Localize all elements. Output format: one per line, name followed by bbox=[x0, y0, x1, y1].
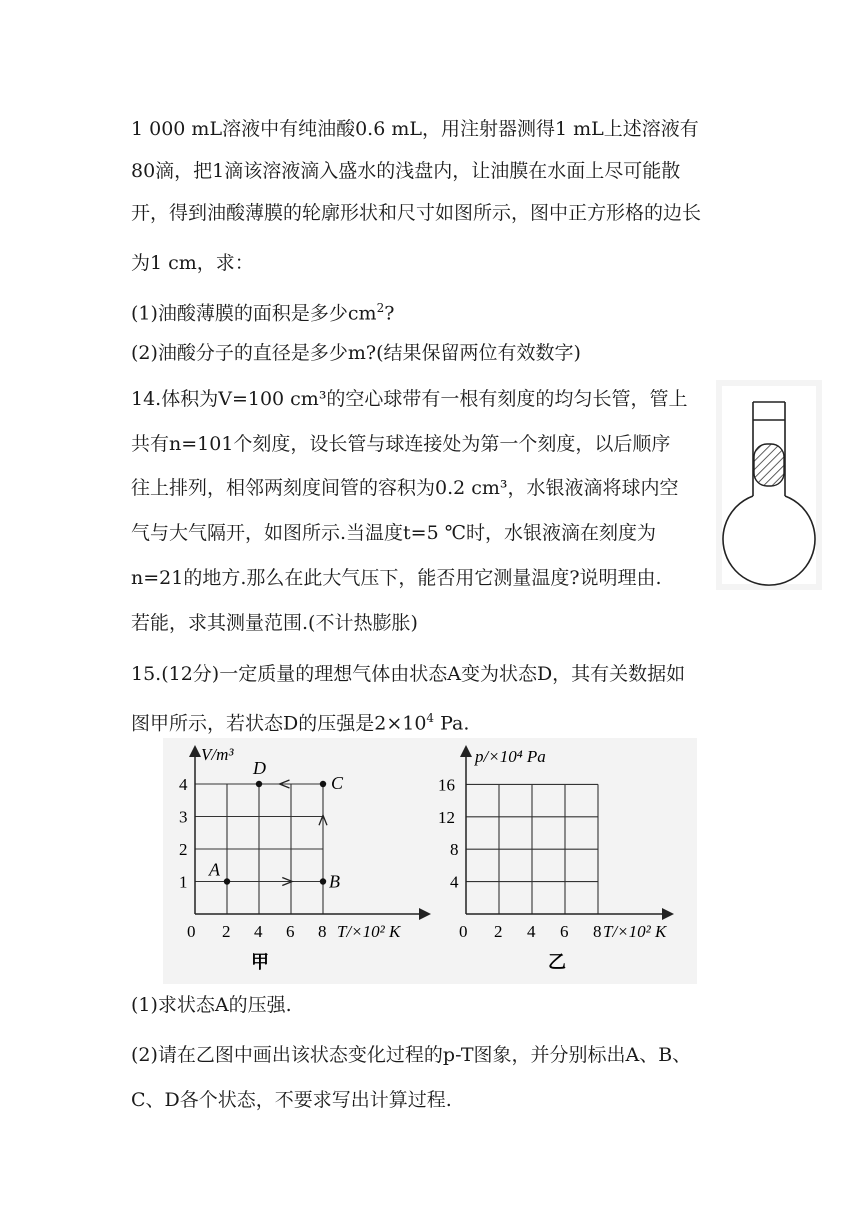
jia-point-C bbox=[320, 781, 326, 787]
jia-x-label: T/×10² K bbox=[337, 922, 401, 941]
yi-y-tick-label: 12 bbox=[438, 807, 455, 827]
yi-x-tick-label: 4 bbox=[527, 922, 536, 941]
yi-x-tick-label: 8 bbox=[593, 922, 602, 941]
jia-point-D bbox=[256, 781, 262, 787]
jia-y-tick-label: 1 bbox=[179, 872, 188, 892]
jia-point-label-A: A bbox=[209, 859, 220, 880]
line2-post: Pa. bbox=[434, 712, 470, 735]
problem15-question-1: (1)求状态A的压强. bbox=[131, 994, 292, 1016]
jia-x-tick-label: 2 bbox=[222, 922, 231, 941]
problem14-line-2: 共有n=101个刻度，设长管与球连接处为第一个刻度，以后顺序 bbox=[131, 433, 671, 455]
jia-y-tick-label: 3 bbox=[179, 807, 188, 827]
jia-point-A bbox=[224, 878, 230, 884]
line2-superscript: 4 bbox=[426, 711, 435, 725]
yi-caption: 乙 bbox=[548, 952, 566, 972]
jia-caption: 甲 bbox=[251, 952, 269, 972]
q1-text: (1)油酸薄膜的面积是多少cm bbox=[131, 302, 377, 325]
problem14-line-1: 14.体积为V=100 cm³的空心球带有一根有刻度的均匀长管，管上 bbox=[131, 388, 688, 410]
problem15-question-2-line-1: (2)请在乙图中画出该状态变化过程的p-T图象，并分别标出A、B、 bbox=[131, 1044, 692, 1066]
jia-x-tick-label: 4 bbox=[254, 922, 263, 941]
yi-y-label: p/×10⁴ Pa bbox=[475, 747, 546, 766]
problem14-line-4: 气与大气隔开，如图所示.当温度t=5 ℃时，水银液滴在刻度为 bbox=[131, 522, 656, 544]
yi-y-tick-label: 16 bbox=[438, 775, 455, 795]
bulb bbox=[723, 496, 815, 585]
jia-y-tick-label: 4 bbox=[179, 775, 188, 794]
jia-origin-label: 0 bbox=[187, 922, 196, 941]
jia-point-label-C: C bbox=[331, 773, 344, 793]
problem14-line-6: 若能，求其测量范围.(不计热膨胀) bbox=[131, 612, 418, 634]
jia-y-tick-label: 2 bbox=[179, 840, 188, 859]
chart-yi bbox=[423, 738, 697, 984]
problem13-line-3: 开，得到油酸薄膜的轮廓形状和尺寸如图所示，图中正方形格的边长 bbox=[131, 202, 702, 224]
q1-superscript: 2 bbox=[376, 301, 385, 315]
q1-end: ? bbox=[384, 302, 395, 325]
problem13-line-2: 80滴，把1滴该溶液滴入盛水的浅盘内，让油膜在水面上尽可能散 bbox=[131, 160, 681, 182]
problem13-question-1 bbox=[131, 295, 394, 326]
problem15-line-1: 15.(12分)一定质量的理想气体由状态A变为状态D，其有关数据如 bbox=[131, 663, 686, 685]
problem13-line-1: 1 000 mL溶液中有纯油酸0.6 mL，用注射器测得1 mL上述溶液有 bbox=[131, 118, 699, 140]
jia-y-label: V/m³ bbox=[201, 745, 234, 764]
jia-point-label-D: D bbox=[253, 758, 266, 778]
yi-x-label: T/×10² K bbox=[603, 922, 667, 941]
yi-y-tick-label: 8 bbox=[450, 840, 459, 860]
bulb-thermometer-figure bbox=[716, 380, 822, 590]
yi-x-tick-label: 2 bbox=[494, 922, 503, 941]
problem15-line-2 bbox=[131, 705, 469, 736]
jia-state-points bbox=[208, 758, 344, 892]
yi-origin-label: 0 bbox=[459, 922, 468, 941]
problem13-question-2: (2)油酸分子的直径是多少m?(结果保留两位有效数字) bbox=[131, 342, 581, 364]
yi-y-tick-label: 4 bbox=[450, 872, 459, 892]
yi-x-tick-label: 6 bbox=[560, 922, 569, 941]
line2-pre: 图甲所示，若状态D的压强是2×10 bbox=[131, 712, 427, 735]
chart-jia bbox=[163, 738, 443, 984]
problem15-question-2-line-2: C、D各个状态，不要求写出计算过程. bbox=[131, 1089, 452, 1111]
problem14-line-3: 往上排列，相邻两刻度间管的容积为0.2 cm³，水银液滴将球内空 bbox=[131, 477, 679, 499]
jia-x-tick-label: 8 bbox=[318, 922, 327, 941]
jia-x-tick-label: 6 bbox=[286, 922, 295, 941]
mercury-drop bbox=[754, 444, 784, 486]
jia-process-path bbox=[279, 780, 327, 886]
jia-point-B bbox=[320, 878, 326, 884]
problem13-line-4: 为1 cm，求： bbox=[131, 252, 254, 274]
problem14-line-5: n=21的地方.那么在此大气压下，能否用它测量温度?说明理由. bbox=[131, 567, 662, 589]
jia-point-label-B: B bbox=[329, 871, 340, 892]
yi-grid bbox=[466, 784, 598, 914]
jia-grid bbox=[195, 784, 323, 914]
